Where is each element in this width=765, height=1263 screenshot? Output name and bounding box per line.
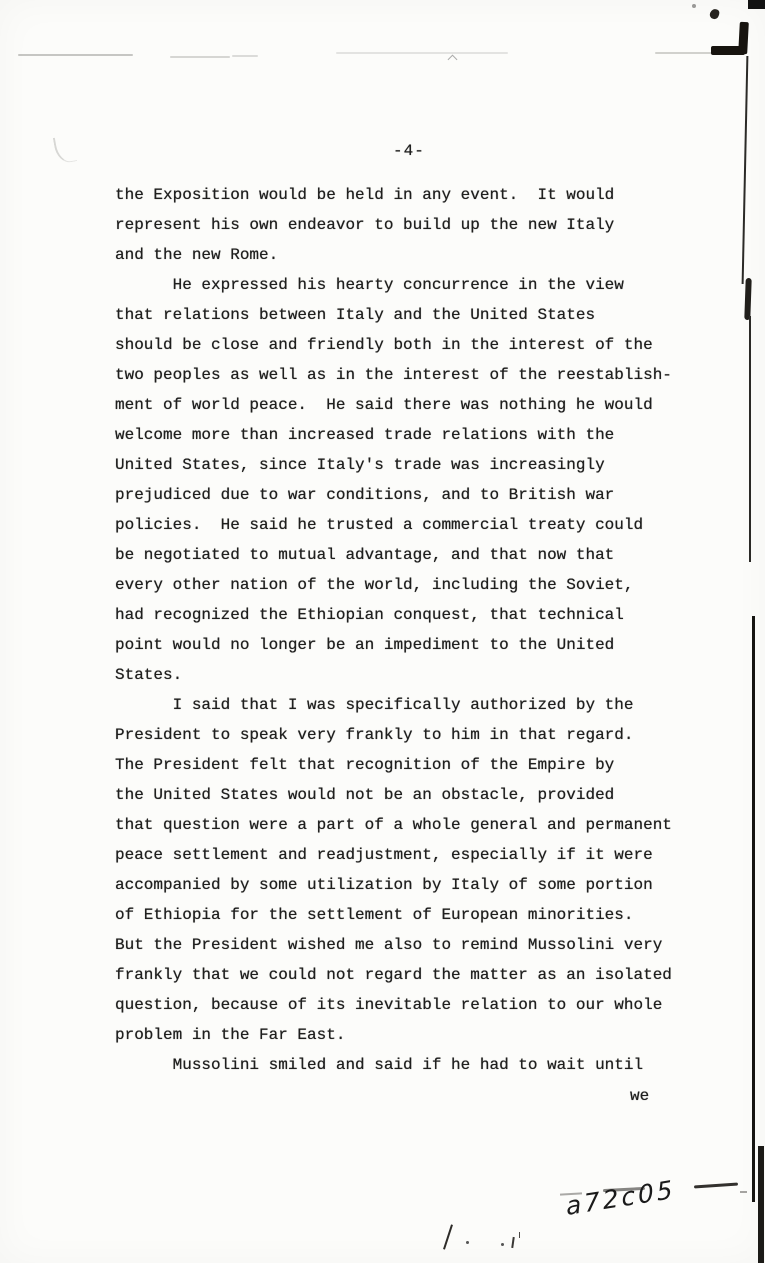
fold-line-segment [170,56,230,58]
text-line: that question were a part of a whole general and permanent [115,816,672,834]
text-line: ment of world peace. He said there was nothing he would [115,396,653,414]
text-line: the United States would not be an obstacle, provided [115,786,615,804]
fold-line-segment [18,54,133,56]
text-line: the Exposition would be held in any event. It would [115,186,615,204]
text-line: policies. He said he trusted a commercial treaty could [115,516,644,534]
text-line: Mussolini smiled and said if he had to wait until [115,1056,644,1074]
text-line: two peoples as well as in the interest of the reestablish- [115,366,672,384]
text-line: should be close and friendly both in the interest of the [115,336,653,354]
text-line: be negotiated to mutual advantage, and that now that [115,546,615,564]
text-line: and the new Rome. [115,246,279,264]
text-line: every other nation of the world, including the Soviet, [115,576,634,594]
pen-stroke [511,1237,515,1248]
scan-speck [448,55,458,65]
scan-speck [692,4,696,8]
scan-bracket-mark [711,46,745,55]
text-line: He expressed his hearty concurrence in the view [115,276,624,294]
text-line: The President felt that recognition of the Empire by [115,756,615,774]
right-edge-line [758,1146,764,1263]
scan-speck [466,1241,469,1244]
text-line: United States, since Italy's trade was increasingly [115,456,605,474]
handwritten-annotation: a72c05 [564,1174,677,1221]
text-line: welcome more than increased trade relations with the [115,426,615,444]
pen-dash [740,1191,747,1193]
catchword: we [630,1087,650,1105]
pen-stroke [519,1232,520,1238]
text-line: President to speak very frankly to him in that regard. [115,726,634,744]
scan-smudge [53,134,77,164]
text-line: point would no longer be an impediment to the United [115,636,615,654]
text-line: had recognized the Ethiopian conquest, that technical [115,606,624,624]
scan-smudge [709,8,721,20]
right-edge-line [749,316,751,562]
text-line: peace settlement and readjustment, especially if it were [115,846,653,864]
fold-line-segment [336,52,508,54]
text-line: question, because of its inevitable relation to our whole [115,996,663,1014]
text-line: of Ethiopia for the settlement of European minorities. [115,906,634,924]
scan-speck [501,1243,504,1246]
text-line: problem in the Far East. [115,1026,346,1044]
text-line: that relations between Italy and the United States [115,306,596,324]
text-line: prejudiced due to war conditions, and to British war [115,486,615,504]
text-line: States. [115,666,183,684]
text-line: I said that I was specifically authorized by the [115,696,634,714]
text-line: accompanied by some utilization by Italy of some portion [115,876,653,894]
page-number: -4- [393,142,425,160]
fold-line-segment [232,55,258,57]
document-body-text [115,180,690,1080]
text-line: represent his own endeavor to build up the new Italy [115,216,615,234]
right-edge-line [742,56,749,284]
pen-stroke [443,1224,453,1249]
text-line: frankly that we could not regard the matter as an isolated [115,966,672,984]
right-edge-line [752,616,755,1202]
text-line: But the President wished me also to remind Mussolini very [115,936,663,954]
right-edge-line-blob [744,278,751,320]
pen-dash [694,1182,738,1188]
scan-corner-mark [748,0,765,9]
